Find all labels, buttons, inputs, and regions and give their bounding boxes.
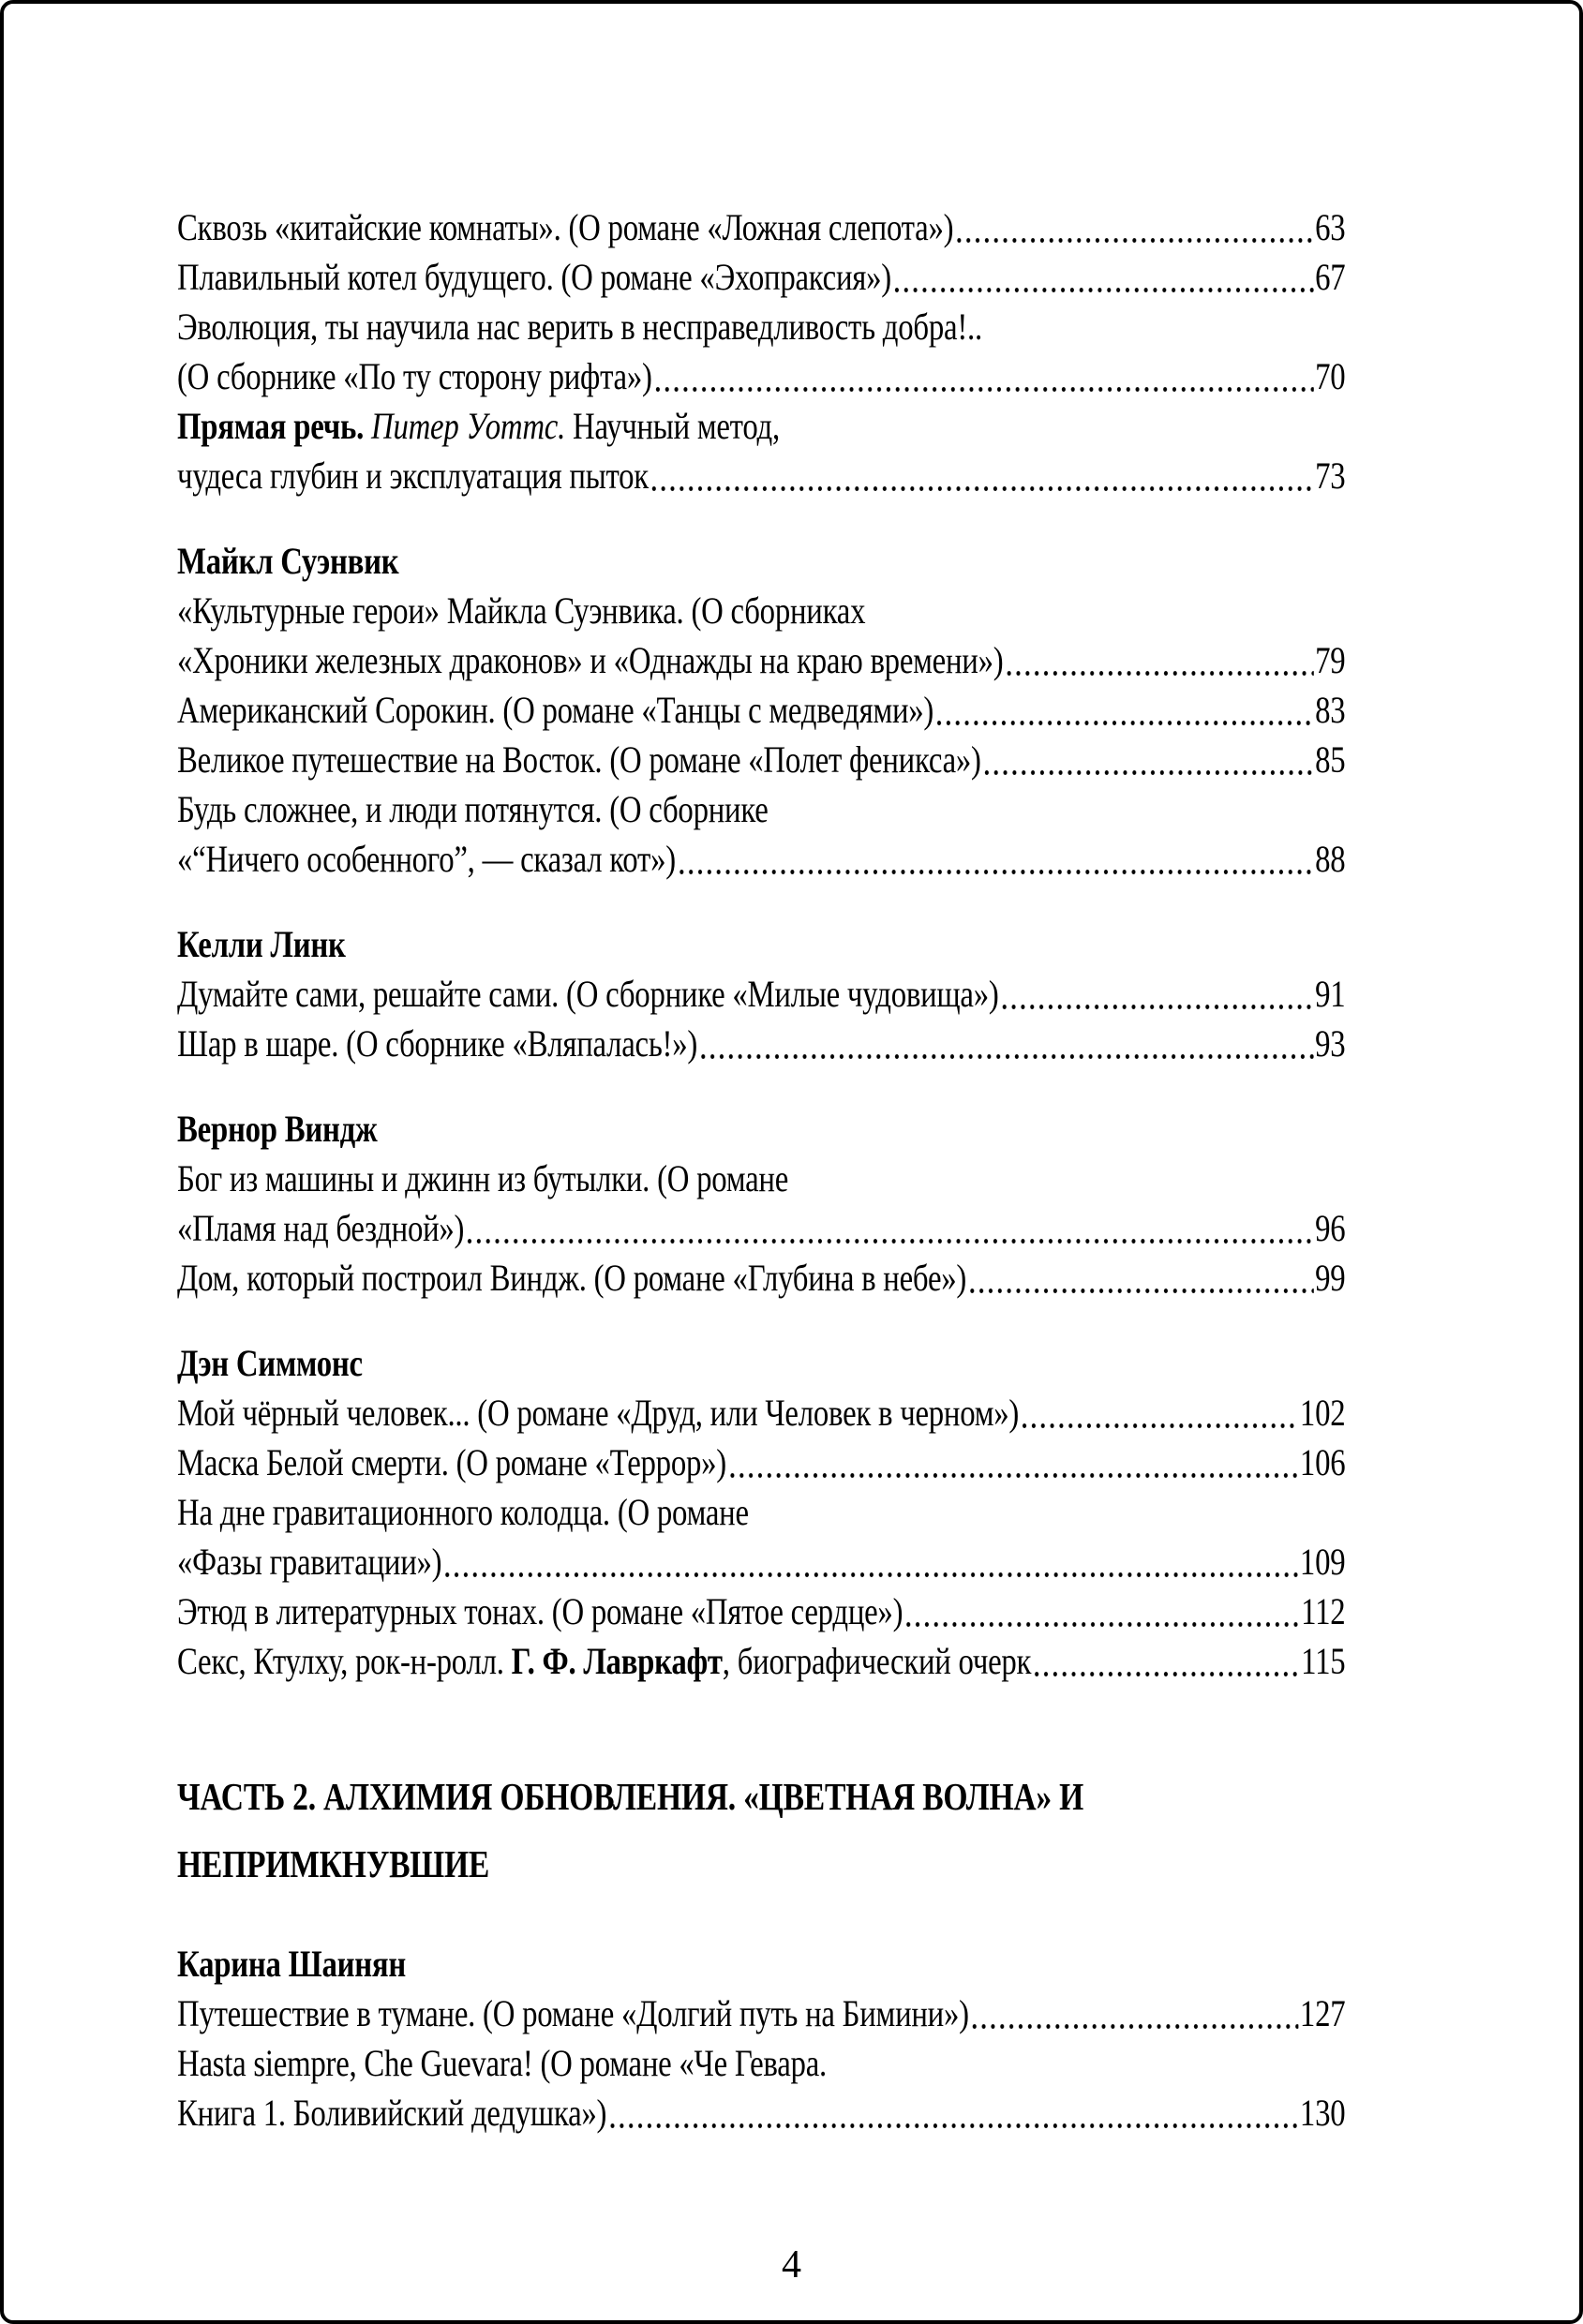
dot-leader (1035, 1671, 1300, 1677)
dot-leader (729, 1472, 1298, 1479)
toc-entry (177, 451, 1345, 500)
author-heading: Келли Линк (177, 923, 346, 965)
entry-title: Американский Сорокин. (О романе «Танцы с медведями») (177, 689, 934, 731)
dot-leader (972, 2023, 1298, 2030)
toc-entry (177, 1388, 1345, 1438)
entry-title: Эволюция, ты научила нас верить в несправедливость добра!.. (177, 305, 982, 348)
dot-leader (679, 869, 1313, 875)
entry-title: Сквозь «китайские комнаты». (О романе «Ложная слепота») (177, 206, 954, 248)
dot-leader (1007, 670, 1314, 677)
dot-leader (894, 287, 1313, 293)
entry-title: Бог из машины и джинн из бутылки. (О романе (177, 1157, 789, 1199)
entry-title: Великое путешествие на Восток. (О романе «Полет феникса») (177, 738, 981, 781)
entry-page-number: 70 (1315, 355, 1346, 397)
entry-title: Думайте сами, решайте сами. (О сборнике «Милые чудовища») (177, 973, 999, 1015)
entry-title: Этюд в литературных тонах. (О романе «Пятое сердце») (177, 1590, 904, 1632)
dot-leader (1002, 1004, 1314, 1010)
toc-entry (177, 1487, 1345, 1537)
entry-title: Плавильный котел будущего. (О романе «Эхопраксия») (177, 256, 891, 298)
dot-leader (969, 1288, 1313, 1294)
entry-title: Маска Белой смерти. (О романе «Террор») (177, 1441, 726, 1483)
toc-entry (177, 2038, 1345, 2088)
author-heading: Вернор Виндж (177, 1108, 378, 1150)
dot-leader (651, 485, 1313, 492)
entry-title: Шар в шаре. (О сборнике «Вляпалась!») (177, 1022, 698, 1065)
entry-title: Hasta siempre, Che Guevara! (О романе «Че Гевара. (177, 2042, 827, 2084)
entry-page-number: 85 (1315, 738, 1346, 781)
entry-page-number: 79 (1315, 639, 1346, 681)
toc-entry (177, 1154, 1345, 1203)
toc-entry (177, 1989, 1345, 2038)
dot-leader (445, 1572, 1299, 1578)
entry-page-number: 109 (1299, 1541, 1346, 1583)
entry-title: Будь сложнее, и люди потянутся. (О сборнике (177, 788, 769, 830)
toc-entry (177, 302, 1345, 351)
toc-entry (177, 1537, 1345, 1587)
dot-leader (655, 386, 1313, 393)
toc-entry (177, 401, 1345, 451)
toc-entry (177, 685, 1345, 735)
toc-entry (177, 586, 1345, 635)
entry-page-number: 115 (1301, 1640, 1346, 1682)
entry-title: На дне гравитационного колодца. (О романе (177, 1491, 749, 1533)
toc-entry (177, 1438, 1345, 1487)
toc-entry (177, 735, 1345, 784)
dot-leader (906, 1621, 1300, 1628)
entry-title: «Хроники железных драконов» и «Однажды на краю времени») (177, 639, 1004, 681)
dot-leader (700, 1053, 1313, 1060)
toc-entry (177, 784, 1345, 834)
entry-page-number: 83 (1315, 689, 1346, 731)
entry-page-number: 63 (1315, 206, 1346, 248)
entry-page-number: 99 (1315, 1257, 1346, 1299)
entry-page-number: 67 (1315, 256, 1346, 298)
author-heading: Карина Шаинян (177, 1943, 407, 1985)
entry-title: Дом, который построил Виндж. (О романе «Глубина в небе») (177, 1257, 967, 1299)
entry-page-number: 102 (1299, 1392, 1346, 1434)
entry-title: Мой чёрный человек... (О романе «Друд, или Человек в черном») (177, 1392, 1020, 1434)
toc-entry (177, 1253, 1345, 1303)
dot-leader (1022, 1423, 1298, 1429)
toc-entry (177, 834, 1345, 884)
part-heading: ЧАСТЬ 2. АЛХИМИЯ ОБНОВЛЕНИЯ. «ЦВЕТНАЯ ВОЛНА» И НЕПРИМКНУВШИЕ (177, 1775, 1084, 1885)
entry-title: Секс, Ктулху, рок-н-ролл. Г. Ф. Лавркафт, биографический очерк (177, 1640, 1032, 1682)
toc-entry (177, 2088, 1345, 2138)
dot-leader (609, 2123, 1298, 2129)
entry-page-number: 88 (1315, 838, 1346, 880)
entry-title: Книга 1. Боливийский дедушка») (177, 2092, 607, 2134)
dot-leader (468, 1238, 1314, 1244)
entry-page-number: 93 (1315, 1022, 1346, 1065)
entry-page-number: 130 (1299, 2092, 1346, 2134)
toc-entry (177, 1203, 1345, 1253)
toc-entry (177, 202, 1345, 252)
entry-title: «Фазы гравитации») (177, 1541, 442, 1583)
entry-page-number: 106 (1299, 1441, 1346, 1483)
author-heading: Майкл Суэнвик (177, 540, 399, 582)
entry-title: «Пламя над бездной») (177, 1207, 465, 1249)
entry-title: «“Ничего особенного”, — сказал кот») (177, 838, 676, 880)
toc-entry (177, 351, 1345, 401)
toc-entry (177, 1019, 1345, 1068)
toc-entry (177, 252, 1345, 302)
toc-entry (177, 1587, 1345, 1636)
footer-page-number: 4 (782, 2243, 801, 2287)
author-heading: Дэн Симмонс (177, 1342, 363, 1384)
dot-leader (936, 720, 1313, 726)
entry-title: чудеса глубин и эксплуатация пыток (177, 454, 649, 497)
entry-title: «Культурные герои» Майкла Суэнвика. (О сборниках (177, 589, 866, 632)
entry-title: Прямая речь. Питер Уоттс. Научный метод, (177, 405, 780, 447)
toc-entry (177, 635, 1345, 685)
toc-entry (177, 1636, 1345, 1686)
entry-page-number: 127 (1299, 1992, 1346, 2034)
dot-leader (984, 769, 1313, 776)
entry-page-number: 112 (1301, 1590, 1346, 1632)
entry-page-number: 73 (1315, 454, 1346, 497)
dot-leader (957, 237, 1314, 244)
toc (177, 202, 1345, 2138)
entry-title: Путешествие в тумане. (О романе «Долгий путь на Бимини») (177, 1992, 969, 2034)
toc-entry (177, 969, 1345, 1019)
entry-title: (О сборнике «По ту сторону рифта») (177, 355, 652, 397)
entry-page-number: 96 (1315, 1207, 1346, 1249)
entry-page-number: 91 (1315, 973, 1346, 1015)
